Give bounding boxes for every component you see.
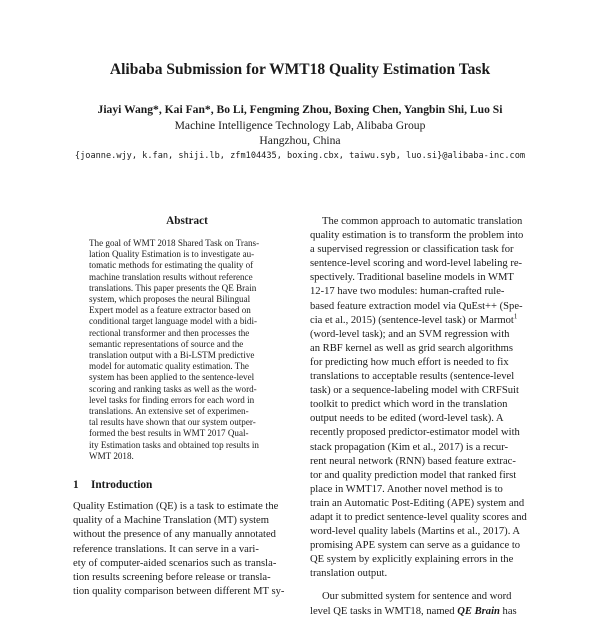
author-list: Jiayi Wang*, Kai Fan*, Bo Li, Fengming Zhou, Boxing Chen, Yangbin Shi, Luo Si — [97, 103, 503, 116]
text-line: rent neural network (RNN) based feature extrac- — [310, 455, 516, 467]
text-line: Expert model as a feature extractor based on — [89, 305, 251, 316]
section-number: 1 — [73, 479, 79, 492]
text-line: tion quality comparison between different MT sy- — [73, 586, 285, 598]
text-line: conditional target language model with a bidi- — [89, 316, 258, 327]
text-line: translations. An extensive set of experimen- — [89, 406, 249, 417]
text-line: for predicting how much effort is needed to fix — [310, 356, 509, 368]
text-line: promising APE system can serve as a guidance to — [310, 540, 521, 552]
text-line: ety of computer-aided scenarios such as transla- — [73, 557, 277, 569]
text-line: rectional transformer and then processes the — [89, 327, 250, 338]
section-title: Introduction — [91, 479, 153, 492]
text-line: stack propagation (Kim et al., 2017) is a recur- — [310, 441, 509, 453]
text-line: Our submitted system for sentence and word — [322, 591, 512, 603]
text-line: train an Automatic Post-Editing (APE) system and — [310, 497, 525, 509]
text-line: WMT 2018. — [89, 450, 134, 461]
abstract-heading: Abstract — [166, 215, 208, 227]
paragraph-submitted-system — [310, 590, 539, 618]
right-column — [310, 215, 539, 619]
text-line: The goal of WMT 2018 Shared Task on Trans- — [89, 238, 260, 248]
text-line: without the presence of any manually annotated — [73, 529, 276, 541]
text-line: model for automatic quality estimation. The — [89, 361, 249, 372]
text-line: adapt it to predict sentence-level quality scores and — [310, 511, 527, 523]
text-line: formed the best results in WMT 2017 Qual- — [89, 428, 249, 439]
text-line: scoring and ranking tasks as well as the word- — [89, 383, 257, 394]
text-line: word-level quality labels (Martins et al., 2017). A — [310, 526, 521, 538]
text-line: Quality Estimation (QE) is a task to estimate the — [73, 501, 279, 513]
text-line: The common approach to automatic translation — [322, 216, 523, 227]
text-line: translation output. — [310, 568, 388, 580]
left-column — [73, 214, 301, 599]
text-line: tor and quality prediction model that ranked first — [310, 469, 517, 481]
section-heading-introduction — [73, 478, 301, 492]
text-line: tomatic methods for estimating the quality of — [89, 260, 254, 271]
text-line: system, which proposes the neural Bilingual — [89, 294, 251, 305]
text-line: tion results screening before release or transla- — [73, 572, 271, 584]
text-line: semantic representations of source and the — [89, 338, 244, 349]
text-line: output needs to be edited (word-level task). A — [310, 413, 504, 425]
text-line: level tasks for finding errors for each word in — [89, 394, 255, 405]
text-line: sentence-level scoring and word-level labeling re- — [310, 258, 523, 270]
text-line: tal results have shown that our system outper- — [89, 417, 256, 428]
text-line: spectively. Traditional baseline models in WMT — [310, 272, 514, 284]
text-line: translation output with a Bi-LSTM predictive — [89, 350, 255, 361]
text-line: (word-level task); and an SVM regression with — [310, 328, 510, 340]
text-line: machine translation results without reference — [89, 271, 253, 282]
system-name-emphasis: QE Brain — [457, 605, 500, 617]
text-line: based feature extraction model via QuEst++ (Spe- — [310, 300, 523, 312]
text-line: task) or a sequence-labeling model with CRFSuit — [310, 385, 519, 397]
text-line: cia et al., 2015) (sentence-level task) or Marmot$^1$ — [310, 312, 518, 326]
text-line: recently proposed predictor-estimator model with — [310, 427, 520, 439]
text-line: QE system by explicitly explaining errors in the — [310, 554, 514, 566]
text-line: translations. This paper presents the QE Brain — [89, 282, 257, 293]
text-line: 12-17 have two modules: human-crafted rule- — [310, 286, 505, 298]
text-line: a supervised regression or classification task for — [310, 244, 514, 256]
text-line: lation Quality Estimation is to investigate au- — [89, 249, 255, 260]
text-line: system has been applied to the sentence-level — [89, 372, 255, 383]
text-line: reference translations. It can serve in a vari- — [73, 543, 259, 555]
text-line: place in WMT17. Another novel method is to — [310, 483, 503, 495]
text-line: an RBF kernel as well as grid search algorithms — [310, 342, 513, 354]
paragraph-approach — [310, 215, 539, 581]
paper-title: Alibaba Submission for WMT18 Quality Estimation Task — [109, 61, 491, 78]
text-line: toolkit to predict which word in the translation — [310, 399, 508, 411]
text-line: quality estimation is to transform the problem into — [310, 230, 524, 242]
text-line: ity Estimation tasks and obtained top results in — [89, 439, 259, 450]
location: Hangzhou, China — [259, 134, 341, 147]
text-line: level QE tasks in WMT18, named QE Brain has — [310, 605, 517, 617]
text-line: translations to acceptable results (sentence-level — [310, 371, 515, 383]
author-emails: {joanne.wjy, k.fan, shiji.lb, zfm104435, boxing.cbx, taiwu.syb, luo.si}@alibaba-inc.com — [74, 151, 526, 161]
footnote-marker[interactable]: 1 — [513, 312, 518, 321]
text-line: quality of a Machine Translation (MT) system — [73, 515, 269, 527]
introduction-text — [73, 500, 301, 599]
abstract-text — [89, 238, 285, 462]
affiliation: Machine Intelligence Technology Lab, Alibaba Group — [174, 119, 426, 132]
